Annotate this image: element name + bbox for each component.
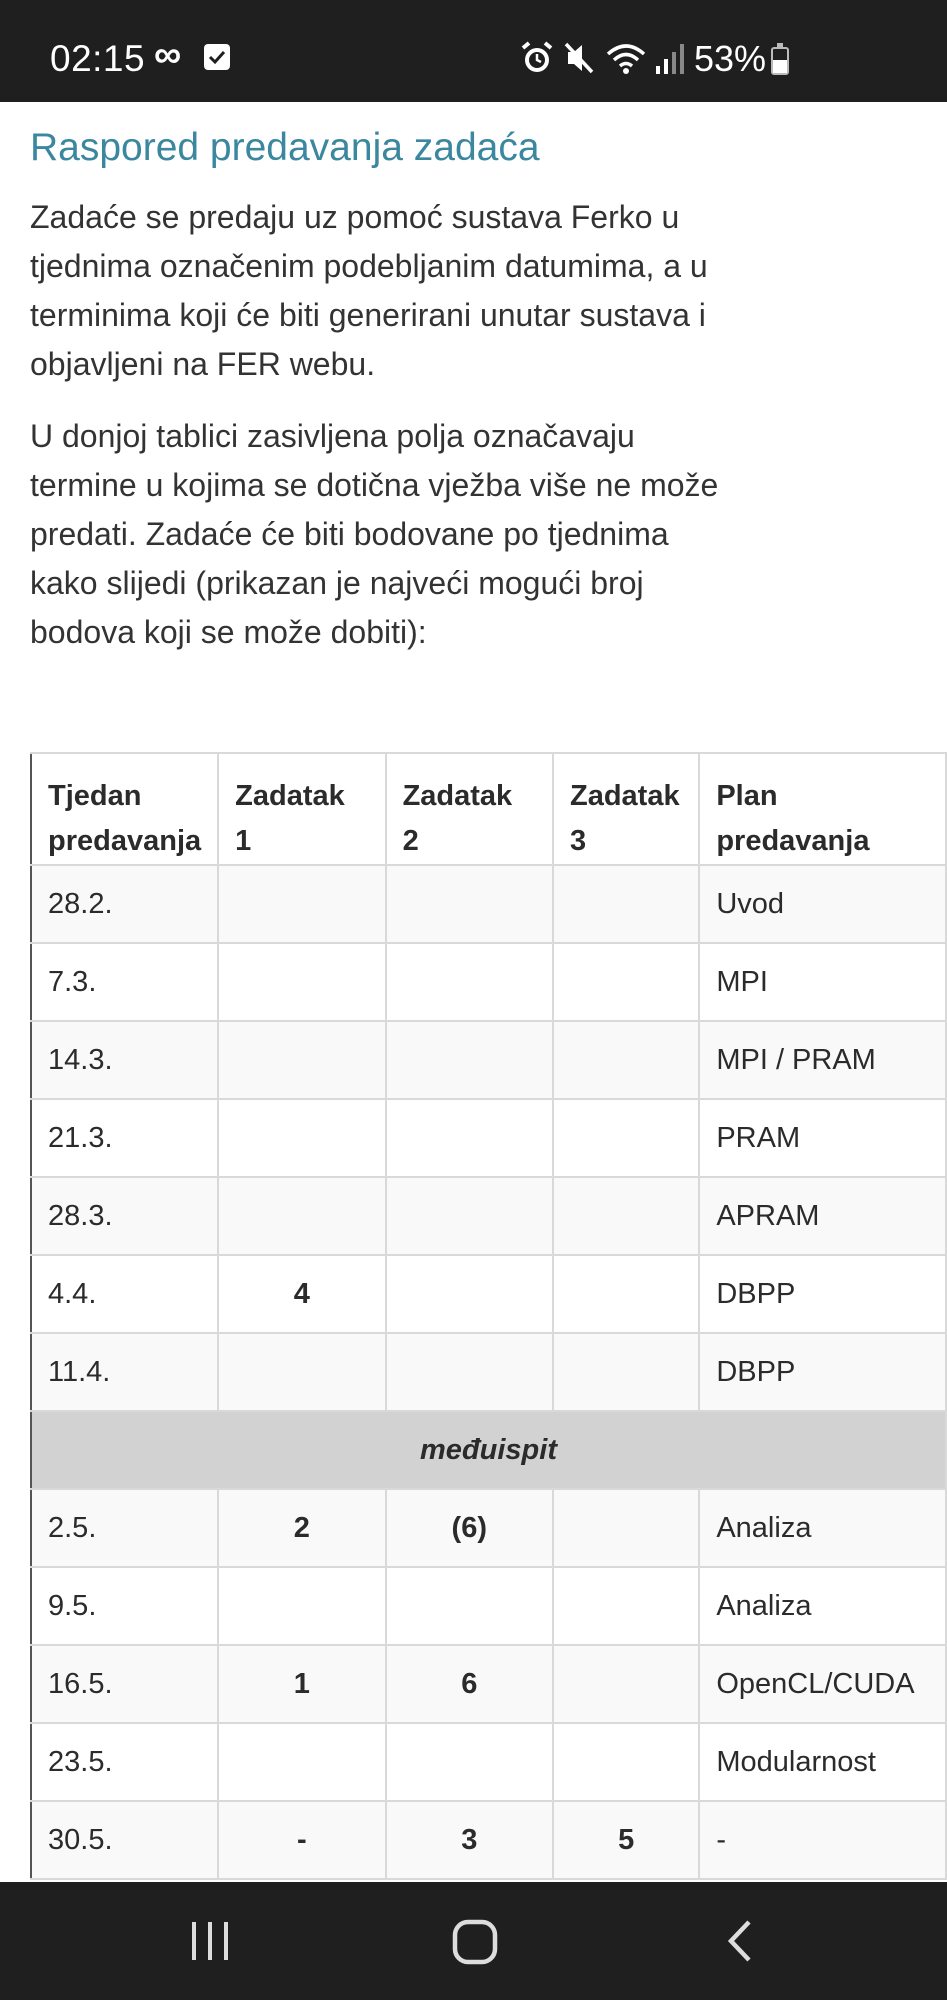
cell-task-3 [553,1645,699,1723]
cell-week: 4.4. [31,1255,218,1333]
cell-lecture-plan: DBPP [699,1255,946,1333]
cell-task-3 [553,1177,699,1255]
table-row [31,1177,946,1255]
cell-week: 28.2. [31,865,218,943]
cell-task-1 [218,1333,385,1411]
cell-task-1: 2 [218,1489,385,1567]
table-row [31,1333,946,1411]
cell-task-2 [386,1177,553,1255]
table-row [31,1645,946,1723]
cell-task-2 [386,1255,553,1333]
cell-task-1 [218,943,385,1021]
cell-task-1 [218,1021,385,1099]
cell-lecture-plan: APRAM [699,1177,946,1255]
table-row [31,1723,946,1801]
table-row [31,943,946,1021]
assignment-schedule-table [30,752,947,1880]
cell-task-1 [218,1099,385,1177]
cell-task-1 [218,1567,385,1645]
cell-task-1 [218,1723,385,1801]
recent-apps-icon[interactable] [188,1918,234,1964]
cell-task-2 [386,1021,553,1099]
header-lecture-plan: Plan predavanja [699,753,946,865]
cell-lecture-plan: MPI [699,943,946,1021]
clock: 02:15 [50,38,146,79]
cell-task-2 [386,1333,553,1411]
cell-lecture-plan: Analiza [699,1489,946,1567]
section-title: Raspored predavanja zadaća [30,126,540,169]
cell-task-3 [553,1567,699,1645]
cell-task-3 [553,1723,699,1801]
cell-task-2 [386,1567,553,1645]
cell-task-3 [553,1489,699,1567]
back-icon[interactable] [723,1918,757,1964]
cell-task-3 [553,865,699,943]
cell-task-1: 1 [218,1645,385,1723]
table-header-row [31,753,946,865]
table-description-paragraph: U donjoj tablici zasivljena polja označavaju termine u kojima se dotična vježba više ne može predati. Zadaće će biti bodovane po tjednima kako slijedi (prikazan je najveći mogući broj bodova koji se može dobiti): [30,418,719,650]
cell-task-1: - [218,1801,385,1879]
cell-task-2: 6 [386,1645,553,1723]
cell-task-3 [553,1099,699,1177]
table-row [31,865,946,943]
cell-week: 28.3. [31,1177,218,1255]
infinity-icon: ∞ [154,34,182,76]
cell-week: 9.5. [31,1567,218,1645]
mute-icon [564,40,596,76]
cell-task-1 [218,1177,385,1255]
wifi-icon [606,40,646,76]
cell-week: 16.5. [31,1645,218,1723]
cell-lecture-plan: Analiza [699,1567,946,1645]
cell-lecture-plan: MPI / PRAM [699,1021,946,1099]
battery-icon [771,47,789,75]
cell-task-3: 5 [553,1801,699,1879]
table-row [31,1255,946,1333]
cell-lecture-plan: DBPP [699,1333,946,1411]
cell-week: 21.3. [31,1099,218,1177]
table-body [31,865,946,1879]
cell-task-3 [553,1333,699,1411]
cell-lecture-plan: PRAM [699,1099,946,1177]
navigation-bar [0,1882,947,2000]
table-row [31,1489,946,1567]
cell-week: 7.3. [31,943,218,1021]
alarm-icon [520,40,554,76]
table-row [31,1099,946,1177]
cell-task-1: 4 [218,1255,385,1333]
cell-task-3 [553,1021,699,1099]
cell-week: 11.4. [31,1333,218,1411]
cell-lecture-plan: - [699,1801,946,1879]
header-week: Tjedan predavanja [31,753,218,865]
table-row [31,1021,946,1099]
cell-task-2: (6) [386,1489,553,1567]
header-task-3: Zadatak 3 [553,753,699,865]
checkbox-notification-icon [204,44,230,70]
exam-label: međuispit [31,1411,946,1489]
battery-level [773,60,787,73]
table-row [31,1801,946,1879]
cell-task-1 [218,865,385,943]
cell-lecture-plan: OpenCL/CUDA [699,1645,946,1723]
cell-task-2 [386,1099,553,1177]
cell-task-2 [386,943,553,1021]
signal-icon [654,40,686,76]
cell-week: 2.5. [31,1489,218,1567]
home-icon[interactable] [451,1918,499,1966]
table-row [31,1567,946,1645]
cell-task-2: 3 [386,1801,553,1879]
exam-divider-row [31,1411,946,1489]
cell-week: 14.3. [31,1021,218,1099]
header-task-2: Zadatak 2 [386,753,553,865]
cell-task-3 [553,943,699,1021]
cell-lecture-plan: Uvod [699,865,946,943]
battery-percent: 53% [694,38,767,79]
cell-week: 23.5. [31,1723,218,1801]
status-bar [0,0,947,102]
cell-week: 30.5. [31,1801,218,1879]
intro-paragraph: Zadaće se predaju uz pomoć sustava Ferko u tjednima označenim podebljanim datumima, a u terminima koji će biti generirani unutar sustava i objavljeni na FER webu. [30,199,708,382]
cell-task-2 [386,1723,553,1801]
cell-task-2 [386,865,553,943]
header-task-1: Zadatak 1 [218,753,385,865]
cell-task-3 [553,1255,699,1333]
cell-lecture-plan: Modularnost [699,1723,946,1801]
